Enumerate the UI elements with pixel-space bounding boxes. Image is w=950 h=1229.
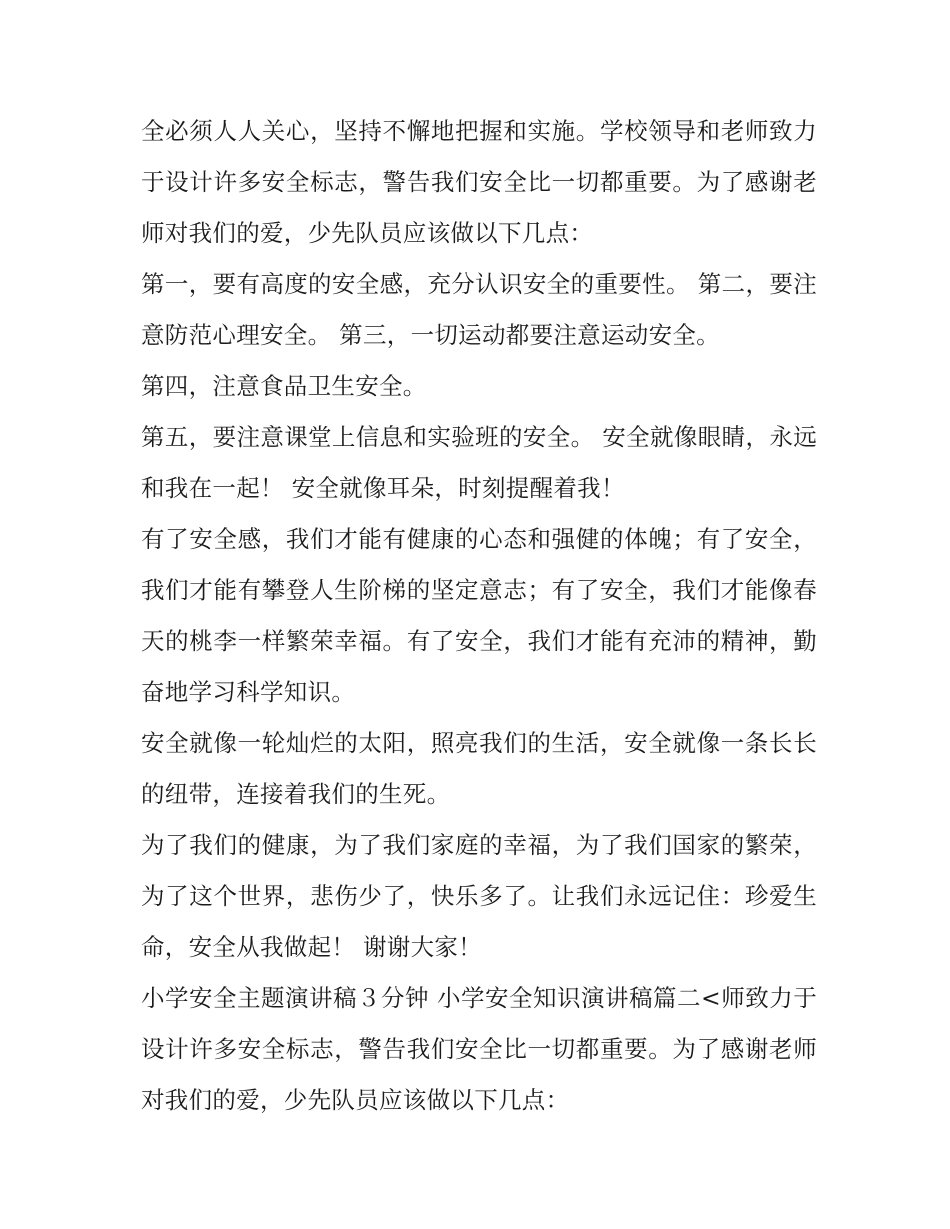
paragraph-point-1-3: 第一，要有高度的安全感，充分认识安全的重要性。 第二，要注意防范心理安全。 第三，一切运动都要注意运动安全。 bbox=[141, 270, 817, 349]
paragraph-metaphor: 安全就像一轮灿烂的太阳，照亮我们的生活，安全就像一条长长的纽带，连接着我们的生死。 bbox=[141, 729, 817, 808]
paragraph-section-two: 小学安全主题演讲稿３分钟 小学安全知识演讲稿篇二<师致力于设计许多安全标志，警告我们安全比一切都重要。为了感谢老师对我们的爱，少先队员应该做以下几点： bbox=[141, 984, 817, 1114]
paragraph-point-5: 第五，要注意课堂上信息和实验班的安全。 安全就像眼睛，永远和我在一起！ 安全就像耳朵，时刻提醒着我！ bbox=[141, 423, 817, 502]
paragraph-closing: 为了我们的健康，为了我们家庭的幸福，为了我们国家的繁荣，为了这个世界，悲伤少了，快乐多了。让我们永远记住：珍爱生命，安全从我做起！ 谢谢大家！ bbox=[141, 831, 817, 961]
paragraph-intro: 全必须人人关心，坚持不懈地把握和实施。学校领导和老师致力于设计许多安全标志，警告我们安全比一切都重要。为了感谢老师对我们的爱，少先队员应该做以下几点： bbox=[141, 117, 817, 247]
paragraph-point-4: 第四，注意食品卫生安全。 bbox=[141, 372, 427, 400]
paragraph-benefits: 有了安全感，我们才能有健康的心态和强健的体魄；有了安全，我们才能有攀登人生阶梯的坚定意志；有了安全，我们才能像春天的桃李一样繁荣幸福。有了安全，我们才能有充沛的精神，勤奋地学习科学知识。 bbox=[141, 525, 817, 706]
document-page bbox=[141, 106, 817, 1126]
